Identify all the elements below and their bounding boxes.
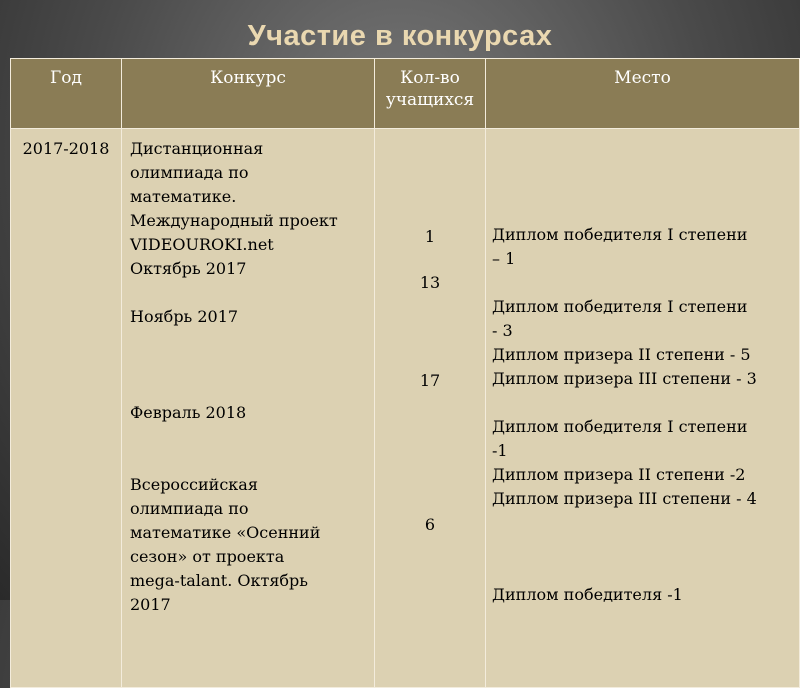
contest-line: олимпиада по	[130, 163, 249, 182]
place-line: – 1	[492, 249, 516, 268]
place-line: Диплом призера III степени - 4	[492, 489, 757, 508]
contest-block-videouroki	[130, 137, 370, 281]
place-line: Диплом призера III степени - 3	[492, 369, 757, 388]
count-value: 6	[424, 515, 436, 534]
place-line: Диплом победителя I степени	[492, 417, 748, 436]
contest-nov: Ноябрь 2017	[130, 307, 239, 326]
place-line: Диплом победителя I степени	[492, 297, 748, 316]
place-line: Диплом победителя I степени	[492, 225, 748, 244]
slide-title: Участие в конкурсах	[247, 20, 553, 52]
contest-table	[10, 58, 800, 688]
contest-line: Октябрь 2017	[130, 259, 247, 278]
contest-line: сезон» от проекта	[130, 547, 285, 566]
contest-line: Всероссийская	[130, 475, 258, 494]
cell-count	[375, 129, 486, 688]
header-year: Год	[11, 59, 122, 129]
contest-line: математике.	[130, 187, 237, 206]
contest-line: 2017	[130, 595, 171, 614]
header-count	[375, 59, 486, 129]
header-contest: Конкурс	[122, 59, 375, 129]
cell-place	[486, 129, 800, 688]
count-value: 13	[419, 273, 441, 292]
contest-block-megatalant	[130, 473, 370, 617]
place-block-1	[492, 223, 795, 271]
cell-year: 2017-2018	[11, 129, 122, 688]
count-value: 1	[424, 227, 436, 246]
header-count-line2: учащихся	[385, 90, 475, 110]
place-line: Диплом призера II степени -2	[492, 465, 746, 484]
cell-contest	[122, 129, 375, 688]
table-row	[11, 129, 800, 688]
contest-feb: Февраль 2018	[130, 403, 247, 422]
table-header-row	[11, 59, 800, 129]
header-place: Место	[486, 59, 800, 129]
contest-line: математике «Осенний	[130, 523, 321, 542]
place-block-2	[492, 295, 795, 391]
contest-line: Дистанционная	[130, 139, 264, 158]
place-line: -1	[492, 441, 508, 460]
contest-line: Международный проект	[130, 211, 338, 230]
contest-line: олимпиада по	[130, 499, 249, 518]
place-block-3	[492, 415, 795, 511]
place-line: Диплом призера II степени - 5	[492, 345, 751, 364]
contest-line: mega-talant. Октябрь	[130, 571, 309, 590]
count-value: 17	[419, 371, 441, 390]
header-count-line1: Кол-во	[400, 68, 460, 88]
contest-line: VIDEOUROKI.net	[130, 235, 274, 254]
place-line: - 3	[492, 321, 513, 340]
place-block-4: Диплом победителя -1	[492, 585, 683, 604]
